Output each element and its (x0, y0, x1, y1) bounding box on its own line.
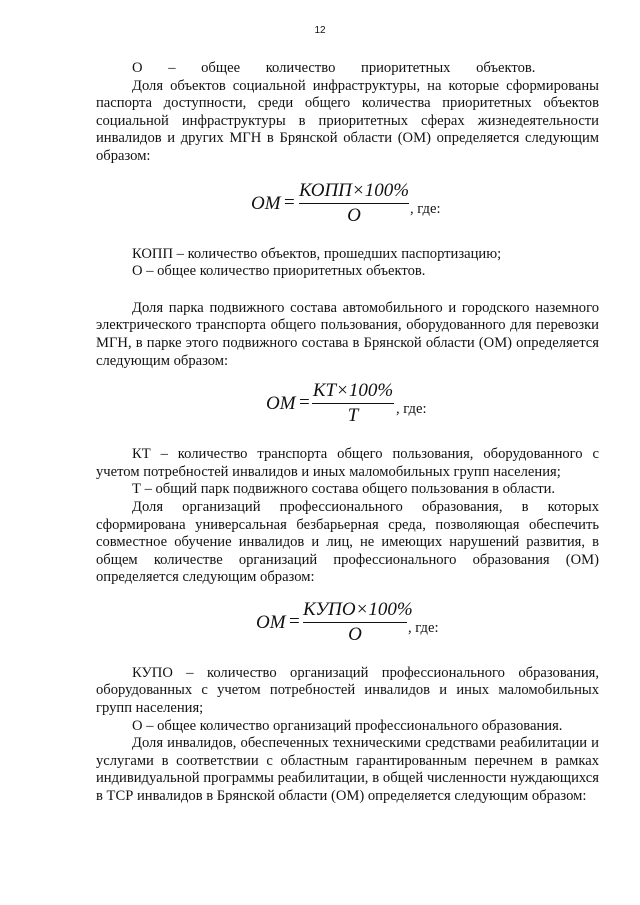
definition-o-education: О – общее количество организаций профессионального образования. (132, 717, 563, 734)
fraction-bar (312, 403, 394, 404)
formula-tail: , где: (408, 619, 439, 636)
fraction-bar (303, 622, 407, 623)
paragraph-education: Доля организаций профессионального образования, в которых сформирована универсальная безбарьерная среда, позволяющая обеспечить совместное обучение инвалидов и лиц, не имеющих нарушений развития, в общем количестве организаций профессионального образования (ОМ) определяется следующим образом: (96, 498, 599, 586)
formula-numerator: КУПО×100% (303, 598, 413, 620)
formula-denominator: О (347, 204, 361, 226)
document-body (96, 0, 599, 806)
paragraph-passports: Доля объектов социальной инфраструктуры, на которые сформированы паспорта доступности, среди общего количества приоритетных объектов социальной инфраструктуры в приоритетных сферах жизнедеятельности инвалидов и других МГН в Брянской области (ОМ) определяется следующим образом: (96, 77, 599, 164)
formula-equals: = (284, 191, 295, 213)
fraction-bar (299, 203, 409, 204)
formula-education (96, 599, 599, 651)
formula-numerator: КТ×100% (312, 380, 394, 402)
formula-equals: = (299, 392, 310, 414)
definition-kt: КТ – количество транспорта общего пользования, оборудованного с учетом потребностей инвалидов и иных маломобильных групп населения; (96, 446, 599, 480)
formula-numerator: КОПП×100% (299, 179, 410, 201)
paragraph-transport: Доля парка подвижного состава автомобильного и городского наземного электрического транспорта общего пользования, оборудованного для перевозки МГН, в парке этого подвижного состава в Брянской области (ОМ) определяется следующим образом: (96, 299, 599, 369)
definition-kopp: КОПП – количество объектов, прошедших паспортизацию; (132, 245, 502, 262)
formula-fraction (312, 380, 394, 427)
formula-lhs: ОМ (266, 393, 296, 415)
definition-o: О – общее количество приоритетных объектов. (132, 263, 426, 280)
formula-tail: , где: (396, 401, 427, 418)
formula-fraction (299, 180, 409, 227)
formula-lhs: ОМ (256, 611, 286, 633)
paragraph-rehabilitation: Доля инвалидов, обеспеченных техническими средствами реабилитации и услугами в соответствии с областным гарантированным перечнем в рамках индивидуальной программы реабилитации, в общей численности нуждающихся в ТСР инвалидов в Брянской области (ОМ) определяется следующим образом: (96, 735, 599, 805)
formula-lhs: ОМ (251, 192, 281, 214)
formula-fraction (303, 598, 413, 646)
formula-tail: , где: (410, 200, 441, 217)
formula-denominator: Т (347, 405, 359, 427)
page-number: 12 (314, 25, 326, 36)
definition-t: Т – общий парк подвижного состава общего пользования в области. (132, 481, 556, 498)
definition-kupo: КУПО – количество организаций профессионального образования, оборудованных с учетом потребностей инвалидов и иных маломобильных групп населения; (96, 664, 599, 717)
formula-transport (96, 380, 599, 432)
definition-o-total: О – общее количество приоритетных объектов. (132, 60, 536, 76)
formula-denominator: О (348, 623, 362, 645)
formula-passports (96, 180, 599, 232)
formula-equals: = (289, 610, 300, 632)
